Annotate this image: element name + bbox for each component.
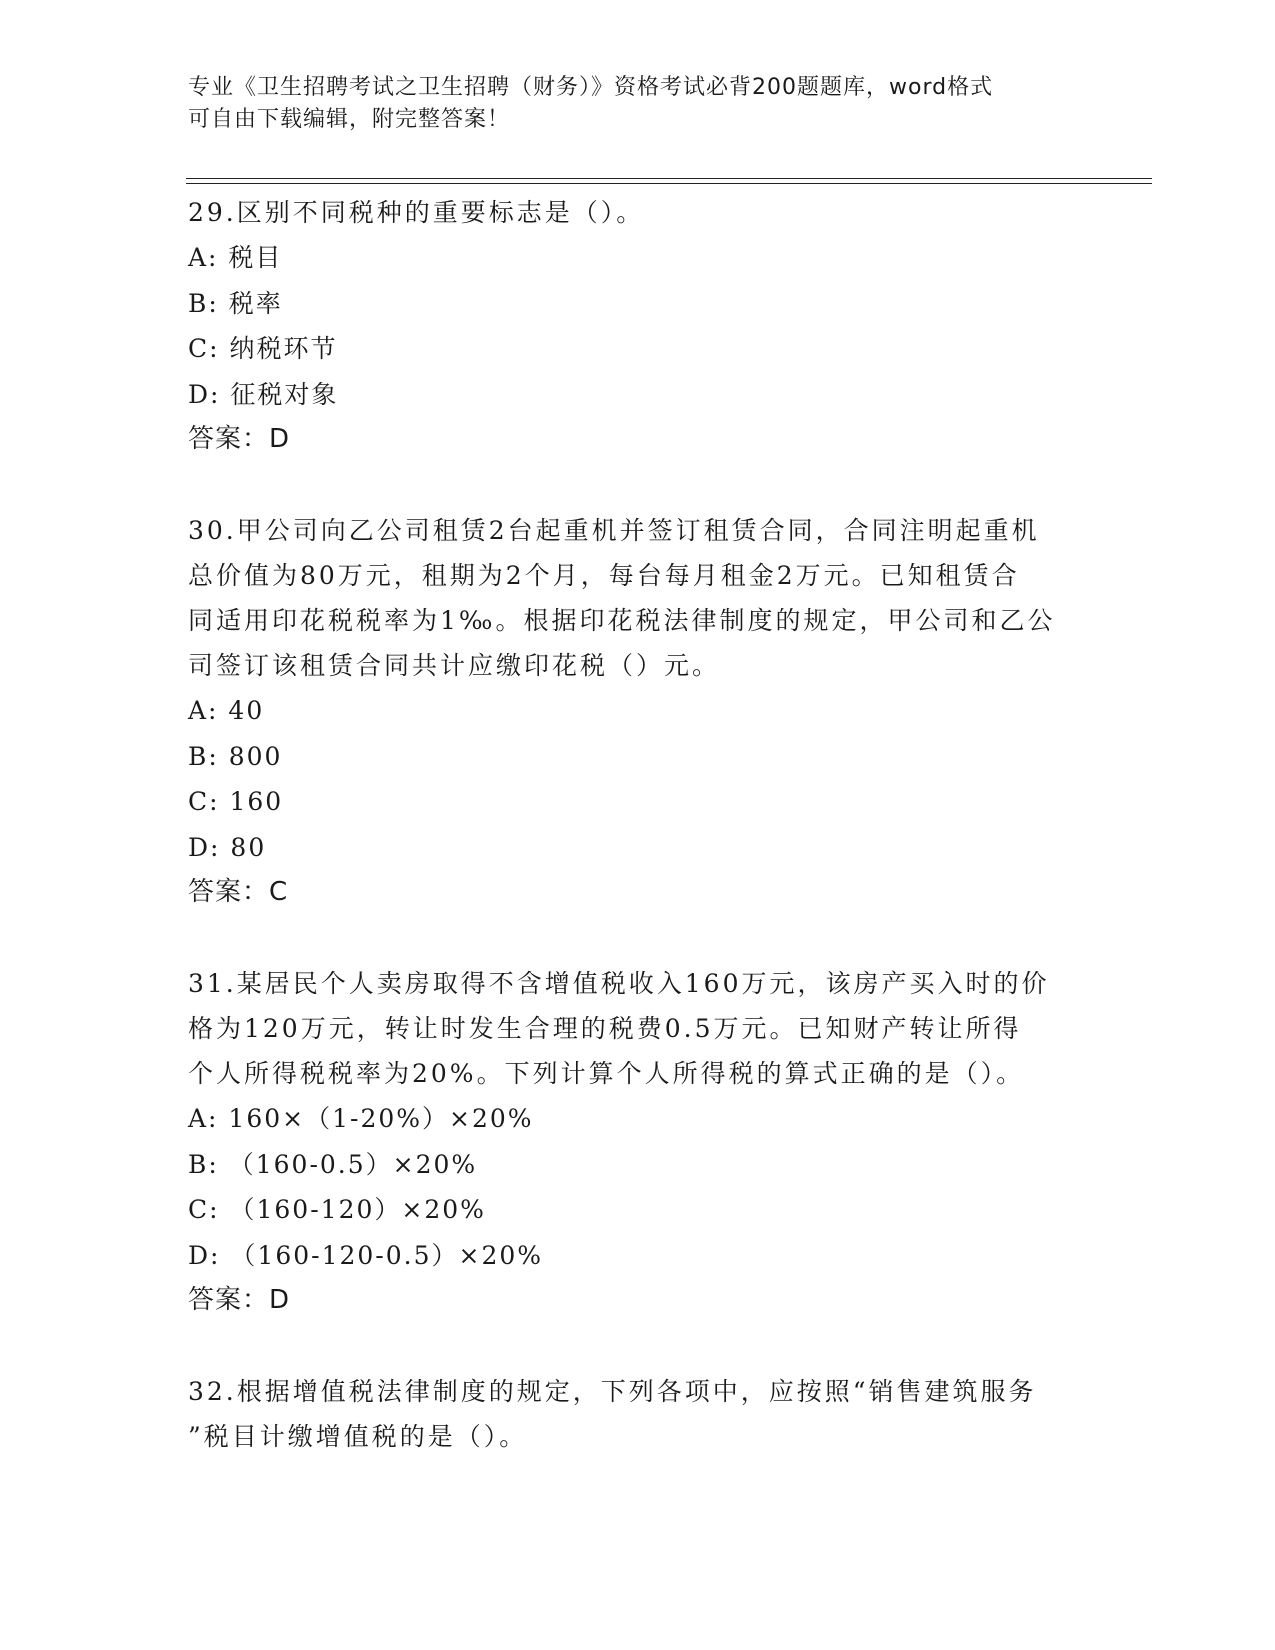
question-text: 格为120万元，转让时发生合理的税费0.5万元。已知财产转让所得 bbox=[188, 1014, 1022, 1043]
page-header bbox=[188, 72, 1088, 136]
question-29 bbox=[188, 190, 1088, 462]
header-divider-bottom bbox=[186, 183, 1152, 184]
question-spacer bbox=[188, 915, 1088, 961]
question-spacer bbox=[188, 462, 1088, 508]
option-a: A: 税目 bbox=[188, 243, 283, 272]
question-spacer bbox=[188, 1323, 1088, 1369]
option-c: C: 160 bbox=[188, 787, 284, 816]
option-a: A: 160×（1-20%）×20% bbox=[188, 1104, 534, 1133]
answer: 答案：C bbox=[188, 877, 289, 907]
option-b: B: 税率 bbox=[188, 288, 283, 318]
header-title-line-2: 可自由下载编辑，附完整答案！ bbox=[188, 107, 511, 132]
question-text: ”税目计缴增值税的是（）。 bbox=[188, 1422, 528, 1451]
option-d: D: 征税对象 bbox=[188, 379, 339, 409]
option-d: D: （160-120-0.5）×20% bbox=[188, 1240, 544, 1270]
question-text: 31.某居民个人卖房取得不含增值税收入160万元，该房产买入时的价 bbox=[188, 969, 1050, 998]
question-text: 32.根据增值税法律制度的规定，下列各项中，应按照“销售建筑服务 bbox=[188, 1377, 1037, 1406]
option-b: B: 800 bbox=[188, 741, 283, 771]
question-32 bbox=[188, 1369, 1088, 1459]
question-31 bbox=[188, 961, 1088, 1323]
question-30 bbox=[188, 508, 1088, 915]
question-text: 同适用印花税税率为1‰。根据印花税法律制度的规定，甲公司和乙公 bbox=[188, 606, 1056, 635]
question-list bbox=[188, 190, 1088, 1459]
option-d: D: 80 bbox=[188, 832, 267, 862]
answer: 答案：D bbox=[188, 424, 291, 454]
option-c: C: （160-120）×20% bbox=[188, 1195, 486, 1224]
question-text: 29.区别不同税种的重要标志是（）。 bbox=[188, 198, 645, 227]
question-text: 30.甲公司向乙公司租赁2台起重机并签订租赁合同，合同注明起重机 bbox=[188, 516, 1040, 545]
option-c: C: 纳税环节 bbox=[188, 334, 338, 363]
header-divider-top bbox=[186, 178, 1152, 179]
option-a: A: 40 bbox=[188, 696, 265, 725]
question-text: 个人所得税税率为20%。下列计算个人所得税的算式正确的是（）。 bbox=[188, 1059, 1025, 1088]
header-title-line-1: 专业《卫生招聘考试之卫生招聘（财务）》资格考试必背200题题库，word格式 bbox=[188, 75, 994, 100]
question-text: 司签订该租赁合同共计应缴印花税（）元。 bbox=[188, 651, 721, 680]
answer: 答案：D bbox=[188, 1285, 291, 1315]
question-text: 总价值为80万元，租期为2个月，每台每月租金2万元。已知租赁合 bbox=[188, 561, 1020, 590]
option-b: B: （160-0.5）×20% bbox=[188, 1149, 478, 1179]
